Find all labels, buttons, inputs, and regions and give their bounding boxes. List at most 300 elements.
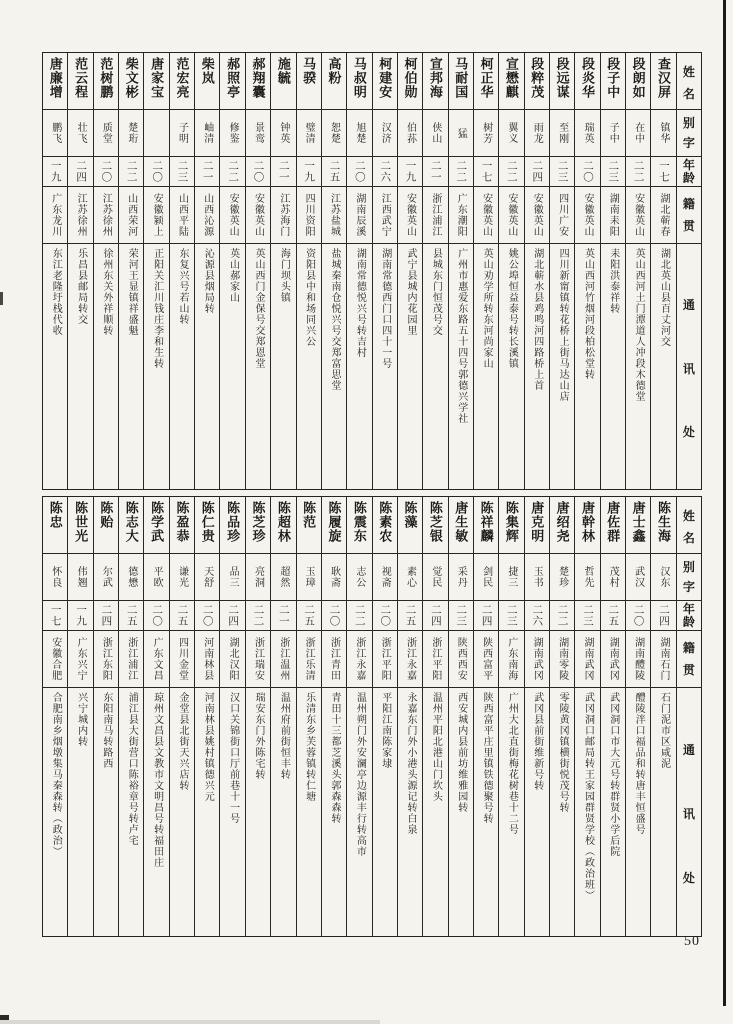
native-place-cell: 浙江乐清	[297, 631, 321, 688]
age-cell: 二四	[651, 601, 675, 631]
record-column	[625, 497, 650, 936]
address-cell: 陕西富平庄里镇铁德聚号转	[481, 692, 493, 824]
field-label: 姓 名	[677, 497, 701, 554]
native-place-cell: 江苏徐州	[68, 187, 92, 244]
native-place-cell: 广东龙川	[43, 187, 67, 244]
age-cell: 一七	[474, 157, 498, 187]
record-column	[498, 497, 523, 936]
name-cell: 马骙	[297, 53, 321, 110]
name-cell: 范宏亮	[170, 53, 194, 110]
address-cell: 武冈县前街维新号转	[531, 692, 543, 791]
name-cell: 范云程	[68, 53, 92, 110]
record-column	[321, 497, 346, 936]
record-column	[93, 497, 118, 936]
native-place-cell: 浙江永嘉	[347, 631, 371, 688]
courtesy-name-cell: 雨龙	[525, 110, 549, 157]
age-cell: 二五	[119, 601, 143, 631]
courtesy-name-cell: 侠山	[423, 110, 447, 157]
address-cell: 青田十三都芝溪头郭森森转	[329, 692, 341, 824]
address-cell: 河南林县姚村镇德兴元	[202, 692, 214, 802]
native-place-cell: 广东文昌	[144, 631, 168, 688]
address-cell: 盐城秦南仓悦兴号交郑富思堂	[329, 248, 341, 391]
record-column	[422, 53, 447, 489]
courtesy-name-cell: 尔武	[94, 554, 118, 601]
field-label: 通 讯 处	[682, 743, 695, 885]
age-cell: 二六	[373, 157, 397, 187]
age-cell: 二三	[601, 157, 625, 187]
name-cell: 陈震东	[347, 497, 371, 554]
address-cell: 东复兴号若山转	[176, 248, 188, 325]
age-cell: 一九	[68, 601, 92, 631]
courtesy-name-cell: 瑞英	[575, 110, 599, 157]
age-cell: 二二	[119, 157, 143, 187]
record-column	[448, 497, 473, 936]
address-cell: 广州市惠爱东路五十四号郭德兴学社	[455, 248, 467, 424]
courtesy-name-cell: 修鉴	[220, 110, 244, 157]
age-cell: 二三	[170, 157, 194, 187]
name-cell: 唐生敏	[449, 497, 473, 554]
age-cell: 二〇	[144, 601, 168, 631]
age-cell: 二〇	[373, 601, 397, 631]
courtesy-name-cell: 翼义	[499, 110, 523, 157]
name-cell: 唐家宝	[144, 53, 168, 110]
age-cell: 二五	[601, 601, 625, 631]
name-cell: 柴岚	[195, 53, 219, 110]
age-cell: 一七	[651, 157, 675, 187]
courtesy-name-cell: 亮洞	[246, 554, 270, 601]
courtesy-name-cell: 志公	[347, 554, 371, 601]
name-cell: 柯正华	[474, 53, 498, 110]
native-place-cell: 河南林县	[195, 631, 219, 688]
native-place-cell: 浙江浦江	[423, 187, 447, 244]
address-cell: 瑞安东门外陈宅转	[252, 692, 264, 780]
address-cell: 醴陵泮口福品和转唐丰恒盛号	[633, 692, 645, 835]
courtesy-name-cell: 平欧	[144, 554, 168, 601]
native-place-cell: 浙江平阳	[423, 631, 447, 688]
address-cell: 湖南常德西门口四十一号	[379, 248, 391, 369]
address-cell: 广州大北直街梅花树巷十二号	[506, 692, 518, 835]
address-cell: 县城东门恒茂号交	[430, 248, 442, 336]
name-cell: 柯建安	[373, 53, 397, 110]
field-label: 年 龄	[677, 601, 701, 631]
age-cell: 二四	[94, 601, 118, 631]
age-cell: 二三	[499, 601, 523, 631]
courtesy-name-cell: 猛	[449, 110, 473, 157]
age-cell: 一九	[398, 157, 422, 187]
address-cell: 温州平阳北港山门坎头	[430, 692, 442, 802]
age-cell: 二二	[449, 157, 473, 187]
native-place-cell: 湖南零陵	[550, 631, 574, 688]
courtesy-name-cell: 耿斋	[322, 554, 346, 601]
address-cell: 温州府前街恒丰转	[278, 692, 290, 780]
name-cell: 陈素农	[373, 497, 397, 554]
age-cell: 二五	[170, 601, 194, 631]
courtesy-name-cell: 质堂	[94, 110, 118, 157]
native-place-cell: 广东南海	[499, 631, 523, 688]
age-cell: 一七	[43, 601, 67, 631]
age-cell: 二三	[449, 601, 473, 631]
record-column	[498, 53, 523, 489]
record-column	[143, 53, 168, 489]
record-column	[118, 497, 143, 936]
record-column	[67, 53, 92, 489]
address-cell: 荣河王显镇祥盛魁	[126, 248, 138, 336]
name-cell: 唐幹林	[575, 497, 599, 554]
courtesy-name-cell: 谦光	[170, 554, 194, 601]
address-cell: 湖北蕲水县鸡鸣河四路桥上首	[531, 248, 543, 391]
record-column	[169, 497, 194, 936]
record-column	[67, 497, 92, 936]
courtesy-name-cell: 德懋	[119, 554, 143, 601]
native-place-cell: 湖北蕲春	[651, 187, 675, 244]
courtesy-name-cell: 景鸾	[246, 110, 270, 157]
courtesy-name-cell: 岫清	[195, 110, 219, 157]
name-cell: 段粹茂	[525, 53, 549, 110]
name-cell: 陈芝珍	[246, 497, 270, 554]
age-cell: 二三	[575, 601, 599, 631]
address-cell: 沁源县烟局转	[202, 248, 214, 314]
address-cell: 零陵黄冈镇横街悦茂号转	[557, 692, 569, 813]
native-place-cell: 安徽英山	[525, 187, 549, 244]
address-cell: 平阳江南陈家埭	[379, 692, 391, 769]
address-cell: 英山西门金保号交郑恩堂	[252, 248, 264, 369]
name-cell: 唐克明	[525, 497, 549, 554]
record-column	[650, 497, 675, 936]
native-place-cell: 浙江东阳	[94, 631, 118, 688]
courtesy-name-cell: 天舒	[195, 554, 219, 601]
address-cell: 海门坝头镇	[278, 248, 290, 303]
scan-artifact	[0, 292, 3, 305]
courtesy-name-cell: 子中	[601, 110, 625, 157]
courtesy-name-cell: 璧清	[297, 110, 321, 157]
name-cell: 陈藻	[398, 497, 422, 554]
record-column	[43, 53, 67, 489]
name-cell: 陈贻	[94, 497, 118, 554]
age-cell: 一九	[43, 157, 67, 187]
native-place-cell: 安徽英山	[474, 187, 498, 244]
age-cell: 二二	[246, 601, 270, 631]
name-cell: 陈学武	[144, 497, 168, 554]
record-column	[245, 497, 270, 936]
courtesy-name-cell: 怀良	[43, 554, 67, 601]
address-cell: 正阳关汇川钱庄李和生转	[151, 248, 163, 369]
age-cell: 二三	[550, 157, 574, 187]
address-cell: 英山西河竹烟河段柏松堂转	[582, 248, 594, 380]
age-cell: 二二	[347, 601, 371, 631]
courtesy-name-cell: 武汉	[626, 554, 650, 601]
courtesy-name-cell: 旭楚	[347, 110, 371, 157]
native-place-cell: 安徽英山	[626, 187, 650, 244]
age-cell: 二四	[68, 157, 92, 187]
field-label: 别 字	[677, 110, 701, 157]
address-cell: 英山劝学所转东河尚家山	[481, 248, 493, 369]
age-cell: 二一	[271, 601, 295, 631]
native-place-cell: 陕西西安	[449, 631, 473, 688]
native-place-cell: 安徽英山	[398, 187, 422, 244]
name-cell: 范树鹏	[94, 53, 118, 110]
courtesy-name-cell: 子明	[170, 110, 194, 157]
courtesy-name-cell: 壮飞	[68, 110, 92, 157]
field-label: 通 讯 处	[682, 298, 695, 439]
record-column	[448, 53, 473, 489]
native-place-cell: 广东潮阳	[449, 187, 473, 244]
name-cell: 段远谋	[550, 53, 574, 110]
address-cell: 合肥南乡烟墩集马秦森转（政治）	[50, 692, 62, 857]
record-column	[143, 497, 168, 936]
age-cell: 二四	[474, 601, 498, 631]
native-place-cell: 山西平陆	[170, 187, 194, 244]
native-place-cell: 江苏盐城	[322, 187, 346, 244]
name-cell: 高粉	[322, 53, 346, 110]
native-place-cell: 湖南辰溪	[347, 187, 371, 244]
name-cell: 郝照亭	[220, 53, 244, 110]
name-cell: 陈品珍	[220, 497, 244, 554]
address-cell: 浦江县大街营口陈裕章号转卢宅	[126, 692, 138, 846]
age-cell: 二二	[550, 601, 574, 631]
record-column	[600, 497, 625, 936]
name-cell: 陈世光	[68, 497, 92, 554]
record-column	[194, 53, 219, 489]
record-column	[296, 53, 321, 489]
address-cell: 武宁县城内花园里	[405, 248, 417, 336]
age-cell: 二一	[195, 157, 219, 187]
courtesy-name-cell: 鹏飞	[43, 110, 67, 157]
name-cell: 宣邦海	[423, 53, 447, 110]
name-cell: 陈超林	[271, 497, 295, 554]
age-cell: 一九	[297, 157, 321, 187]
record-column	[600, 53, 625, 489]
header-column	[676, 53, 701, 489]
native-place-cell: 安徽颍上	[144, 187, 168, 244]
address-cell: 四川新甯镇转花桥上街马达山店	[557, 248, 569, 402]
name-cell: 陈盈恭	[170, 497, 194, 554]
native-place-cell: 四川广安	[550, 187, 574, 244]
record-column	[524, 53, 549, 489]
age-cell: 二五	[297, 601, 321, 631]
native-place-cell: 湖南武冈	[601, 631, 625, 688]
name-cell: 柴文彬	[119, 53, 143, 110]
courtesy-name-cell: 视斋	[373, 554, 397, 601]
native-place-cell: 浙江瑞安	[246, 631, 270, 688]
record-column	[219, 53, 244, 489]
age-cell: 二〇	[195, 601, 219, 631]
scan-edge-shade	[0, 1020, 380, 1024]
name-cell: 陈志大	[119, 497, 143, 554]
age-cell: 二六	[525, 601, 549, 631]
age-cell: 二二	[499, 157, 523, 187]
record-column	[93, 53, 118, 489]
age-cell: 二四	[525, 157, 549, 187]
native-place-cell: 广东兴宁	[68, 631, 92, 688]
name-cell: 马叔明	[347, 53, 371, 110]
native-place-cell: 浙江浦江	[119, 631, 143, 688]
age-cell: 二〇	[626, 601, 650, 631]
courtesy-name-cell: 镇华	[651, 110, 675, 157]
address-cell: 湖北英山县百丈河交	[658, 248, 670, 347]
name-cell: 唐佐群	[601, 497, 625, 554]
address-cell: 琼州文昌县文教市文明昌号转福田庄	[151, 692, 163, 868]
native-place-cell: 四川金堂	[170, 631, 194, 688]
courtesy-name-cell	[144, 110, 168, 157]
age-cell: 二五	[398, 601, 422, 631]
courtesy-name-cell: 汉济	[373, 110, 397, 157]
native-place-cell: 安徽英山	[220, 187, 244, 244]
record-column	[372, 53, 397, 489]
native-place-cell: 江苏海门	[271, 187, 295, 244]
courtesy-name-cell: 捷三	[499, 554, 523, 601]
native-place-cell: 陕西富平	[474, 631, 498, 688]
native-place-cell: 安徽合肥	[43, 631, 67, 688]
name-cell: 段子中	[601, 53, 625, 110]
field-label: 籍 贯	[677, 631, 701, 688]
native-place-cell: 浙江青田	[322, 631, 346, 688]
record-column	[625, 53, 650, 489]
record-column	[473, 53, 498, 489]
record-column	[549, 497, 574, 936]
courtesy-name-cell: 至刚	[550, 110, 574, 157]
native-place-cell: 安徽英山	[246, 187, 270, 244]
address-cell: 永嘉东门外小港头源记转白泉	[405, 692, 417, 835]
native-place-cell: 江西武宁	[373, 187, 397, 244]
name-cell: 唐廉增	[43, 53, 67, 110]
age-cell: 二五	[322, 157, 346, 187]
native-place-cell: 浙江平阳	[373, 631, 397, 688]
name-cell: 唐士鑫	[626, 497, 650, 554]
record-column	[346, 497, 371, 936]
record-column	[397, 53, 422, 489]
record-column	[245, 53, 270, 489]
age-cell: 二〇	[575, 157, 599, 187]
native-place-cell: 安徽英山	[499, 187, 523, 244]
field-label: 姓 名	[677, 53, 701, 110]
name-cell: 陈芝银	[423, 497, 447, 554]
courtesy-name-cell: 觉民	[423, 554, 447, 601]
native-place-cell: 湖北汉阳	[220, 631, 244, 688]
age-cell: 二二	[220, 157, 244, 187]
native-place-cell: 湖南醴陵	[626, 631, 650, 688]
age-cell: 二一	[271, 157, 295, 187]
name-cell: 陈履旋	[322, 497, 346, 554]
name-cell: 陈集辉	[499, 497, 523, 554]
courtesy-name-cell: 树芳	[474, 110, 498, 157]
name-cell: 宣懋麒	[499, 53, 523, 110]
record-column	[650, 53, 675, 489]
name-cell: 施毓	[271, 53, 295, 110]
name-cell: 段炎华	[575, 53, 599, 110]
record-column	[549, 53, 574, 489]
name-cell: 陈忠	[43, 497, 67, 554]
record-column	[219, 497, 244, 936]
record-column	[574, 53, 599, 489]
age-cell: 二二	[626, 157, 650, 187]
courtesy-name-cell: 楚珍	[550, 554, 574, 601]
record-column	[524, 497, 549, 936]
address-cell: 石门泥市区咸泥	[658, 692, 670, 769]
address-cell: 乐昌县邮局转交	[75, 248, 87, 325]
address-cell: 乐清东乡芙蓉镇转仁塘	[303, 692, 315, 802]
field-label: 籍 贯	[677, 187, 701, 244]
record-column	[346, 53, 371, 489]
age-cell: 二〇	[246, 157, 270, 187]
age-cell: 二一	[423, 157, 447, 187]
courtesy-name-cell: 玉书	[525, 554, 549, 601]
address-cell: 武冈洞口市大元号转群贤小学后院	[607, 692, 619, 857]
native-place-cell: 四川资阳	[297, 187, 321, 244]
record-column	[118, 53, 143, 489]
name-cell: 陈仁贵	[195, 497, 219, 554]
native-place-cell: 浙江永嘉	[398, 631, 422, 688]
name-cell: 唐绍尧	[550, 497, 574, 554]
address-cell: 英山郝家山	[227, 248, 239, 303]
age-cell: 二〇	[94, 157, 118, 187]
scan-edge-artifact	[723, 0, 726, 1006]
record-column	[296, 497, 321, 936]
address-cell: 武冈洞口邮局转王家园群贤学校（政治班）	[582, 692, 594, 901]
address-cell: 东江老隆圩栈代收	[50, 248, 62, 336]
courtesy-name-cell: 楚珩	[119, 110, 143, 157]
name-cell: 查汉屏	[651, 53, 675, 110]
name-cell: 陈生海	[651, 497, 675, 554]
native-place-cell: 湖南武冈	[525, 631, 549, 688]
courtesy-name-cell: 伯荪	[398, 110, 422, 157]
address-cell: 徐州东关外祥顺转	[100, 248, 112, 336]
age-cell: 二〇	[322, 601, 346, 631]
courtesy-name-cell: 伟翘	[68, 554, 92, 601]
native-place-cell: 江苏徐州	[94, 187, 118, 244]
courtesy-name-cell: 哲先	[575, 554, 599, 601]
record-column	[397, 497, 422, 936]
name-cell: 陈祥麟	[474, 497, 498, 554]
courtesy-name-cell: 品三	[220, 554, 244, 601]
courtesy-name-cell: 茂村	[601, 554, 625, 601]
address-cell: 姚公埠恒益泰号转长溪镇	[506, 248, 518, 369]
native-place-cell: 山西沁源	[195, 187, 219, 244]
name-cell: 马耐国	[449, 53, 473, 110]
record-column	[574, 497, 599, 936]
courtesy-name-cell: 玉璋	[297, 554, 321, 601]
name-cell: 郝翔囊	[246, 53, 270, 110]
address-cell: 兴宁城内转	[75, 692, 87, 747]
record-column	[270, 53, 295, 489]
field-label: 年 龄	[677, 157, 701, 187]
age-cell: 二四	[423, 601, 447, 631]
field-label: 别 字	[677, 554, 701, 601]
address-cell: 湖南常德悦兴号转吉村	[354, 248, 366, 358]
courtesy-name-cell: 钟英	[271, 110, 295, 157]
name-cell: 柯伯勋	[398, 53, 422, 110]
record-column	[321, 53, 346, 489]
address-cell: 金堂县北街天兴店转	[176, 692, 188, 791]
native-place-cell: 湖南武冈	[575, 631, 599, 688]
courtesy-name-cell: 采丹	[449, 554, 473, 601]
courtesy-name-cell: 超然	[271, 554, 295, 601]
native-place-cell: 安徽英山	[575, 187, 599, 244]
record-column	[422, 497, 447, 936]
age-cell: 二〇	[144, 157, 168, 187]
courtesy-name-cell: 剑民	[474, 554, 498, 601]
native-place-cell: 山西荣河	[119, 187, 143, 244]
address-cell: 东阳南马转路西	[100, 692, 112, 769]
address-cell: 耒阳洪泰祥转	[607, 248, 619, 314]
courtesy-name-cell: 在中	[626, 110, 650, 157]
address-cell: 英山西河土门潭道人冲段木德堂	[633, 248, 645, 402]
address-cell: 西安城内县前坊维雅园转	[455, 692, 467, 813]
record-column	[169, 53, 194, 489]
record-column	[270, 497, 295, 936]
record-column	[194, 497, 219, 936]
courtesy-name-cell: 恕楚	[322, 110, 346, 157]
native-place-cell: 湖南耒阳	[601, 187, 625, 244]
